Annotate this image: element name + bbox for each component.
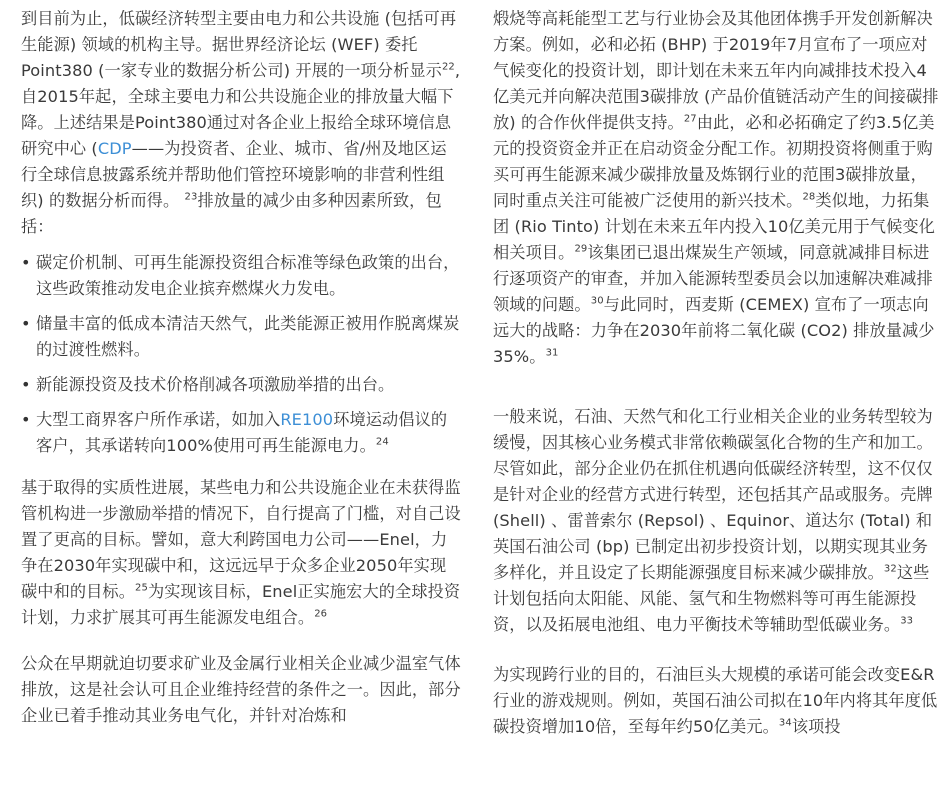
paragraph-oil-gas: 一般来说，石油、天然气和化工行业相关企业的业务转型较为缓慢，因其核心业务模式非常依赖碳氢化合物的生产和加工。尽管如此，部分企业仍在抓住机遇向低碳经济转型，这不仅仅是针对企业的经营方式进行转型，还包括其产品或服务。壳牌 (Shell) 、雷普索尔 (Repsol) 、Equinor、道达尔 (Total) 和英国石油公司 (bp) 已制定出初步投资计划，以期实现其业务多样化，并且设定了长期能源强度目标来减少碳排放。$^{32}$这些计划包括向太阳能、风能、氢气和生物燃料等可再生能源投资，以及拓展电池组、电力平衡技术等辅助型低碳业务。$^{33}$ [493, 407, 933, 634]
list-item: • 储量丰富的低成本清洁天然气，此类能源正被用作脱离煤炭的过渡性燃料。 [21, 311, 462, 363]
list-item: • 碳定价机制、可再生能源投资组合标准等绿色政策的出台，这些政策推动发电企业摈弃燃煤火力发电。 [21, 250, 462, 302]
right-column [493, 6, 939, 740]
list-item: • 大型工商界客户所作承诺，如加入RE100环境运动倡议的客户，其承诺转向100%使用可再生能源电力。$^{24}$ [21, 407, 462, 459]
paragraph-intro: 到目前为止，低碳经济转型主要由电力和公共设施 (包括可再生能源) 领域的机构主导。据世界经济论坛 (WEF) 委托Point380 (一家专业的数据分析公司) 开展的一项分析显示$^{22}$, 自2015年起，全球主要电力和公共设施企业的排放量大幅下降。上述结果是Point380通过对各企业上报给全球环境信息研究中心 (CDP——为投资者、企业、城市、省/州及地区运行全球信息披露系统并帮助他们管控环境影响的非营利性组织) 的数据分析而得。 $^{23}$排放量的减少由多种因素所致，包括： [21, 9, 461, 236]
paragraph-enel: 基于取得的实质性进展，某些电力和公共设施企业在未获得监管机构进一步激励举措的情况下，自行提高了门槛，对自己设置了更高的目标。譬如，意大利跨国电力公司——Enel，力争在2030年实现碳中和，这远远早于众多企业2050年实现碳中和的目标。$^{25}$为实现该目标，Enel正实施宏大的全球投资计划，力求扩展其可再生能源发电组合。$^{26}$ [21, 478, 461, 627]
footnote-ref[interactable]: 33 [900, 615, 914, 627]
factor-list [21, 250, 462, 459]
footnote-ref[interactable]: 34 [778, 717, 792, 729]
footnote-ref[interactable]: 25 [135, 582, 148, 594]
paragraph-mining: 公众在早期就迫切要求矿业及金属行业相关企业减少温室气体排放，这是社会认可且企业维持经营的条件之一。因此，部分企业已着手推动其业务电气化，并针对冶炼和 [21, 654, 461, 725]
footnote-ref[interactable]: 30 [590, 295, 604, 307]
footnote-ref[interactable]: 31 [545, 347, 559, 359]
left-column [21, 6, 462, 729]
footnote-ref[interactable]: 26 [314, 608, 328, 620]
footnote-ref[interactable]: 28 [802, 191, 816, 203]
cdp-link[interactable]: CDP [97, 139, 132, 158]
footnote-ref[interactable]: 23 [184, 191, 198, 203]
re100-link[interactable]: RE100 [280, 410, 334, 429]
footnote-ref[interactable]: 29 [574, 243, 588, 255]
footnote-ref[interactable]: 24 [375, 436, 389, 448]
footnote-ref[interactable]: 32 [883, 563, 897, 575]
list-item: • 新能源投资及技术价格削减各项激励举措的出台。 [21, 372, 462, 398]
footnote-ref[interactable]: 27 [683, 113, 697, 125]
paragraph-bp: 为实现跨行业的目的，石油巨头大规模的承诺可能会改变E&R行业的游戏规则。例如，英国石油公司拟在10年内将其年度低碳投资增加10倍，至每年约50亿美元。$^{34}$该项投 [493, 665, 938, 736]
paragraph-bhp: 煅烧等高耗能型工艺与行业协会及其他团体携手开发创新解决方案。例如，必和必拓 (BHP) 于2019年7月宣布了一项应对气候变化的投资计划，即计划在未来五年内向减排技术投入4亿美元并向解决范围3碳排放 (产品价值链活动产生的间接碳排放) 的合作伙伴提供支持。$^{27}$由此，必和必拓确定了约3.5亿美元的投资资金并正在启动资金分配工作。初期投资将侧重于购买可再生能源来减少碳排放量及炼钢行业的范围3碳排放量，同时重点关注可能被广泛使用的新兴技术。$^{28}$类似地，力拓集团 (Rio Tinto) 计划在未来五年内投入10亿美元用于气候变化相关项目。$^{29}$该集团已退出煤炭生产领域，同意就减排目标进行逐项资产的审查，并加入能源转型委员会以加速解决难减排领域的问题。$^{30}$与此同时，西麦斯 (CEMEX) 宣布了一项志向远大的战略：力争在2030年前将二氧化碳 (CO2) 排放量减少35%。$^{31}$ [493, 9, 939, 366]
footnote-ref[interactable]: 22 [441, 61, 455, 73]
